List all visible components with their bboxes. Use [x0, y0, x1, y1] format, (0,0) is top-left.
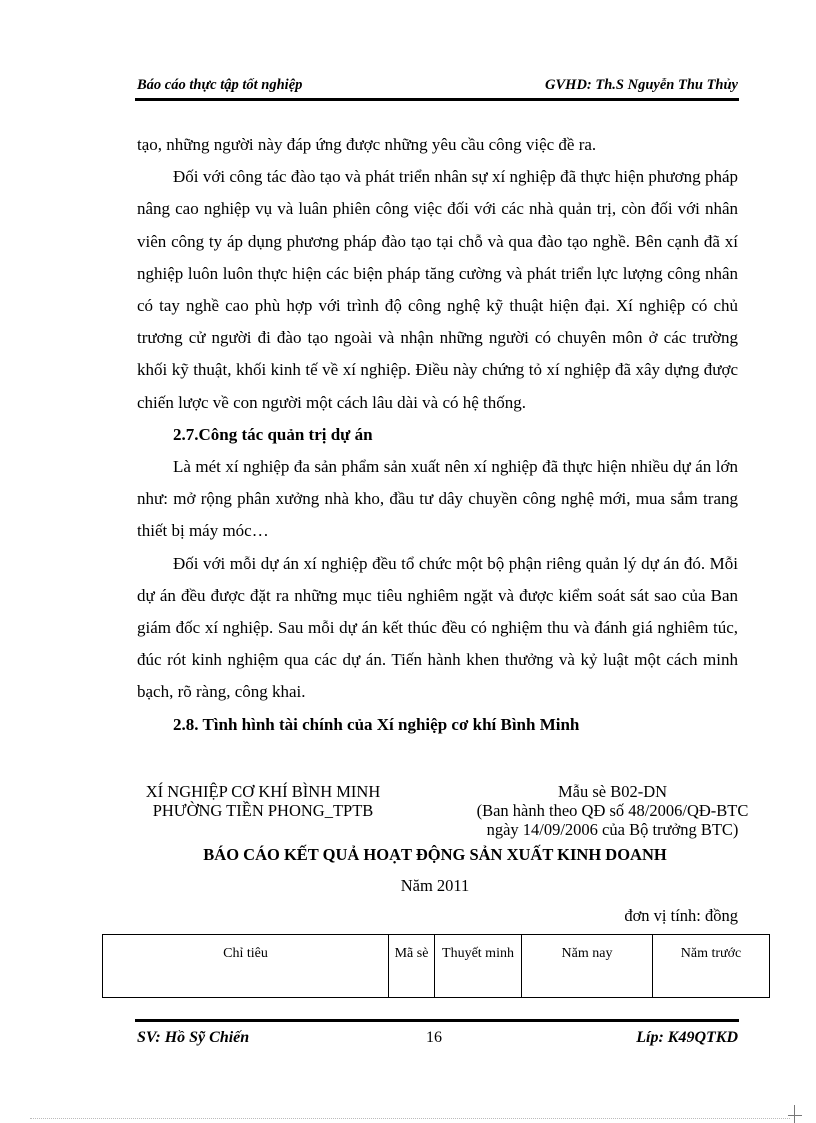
column-header: Mã sè [389, 935, 435, 998]
section-heading-2-7: 2.7.Công tác quản trị dự án [173, 424, 373, 444]
report-title: BÁO CÁO KẾT QUẢ HOẠT ĐỘNG SẢN XUẤT KINH DOANH [203, 845, 667, 864]
column-header: Chỉ tiêu [103, 935, 389, 998]
footer-class: Líp: K49QTKD [636, 1029, 738, 1046]
paragraph-project-management: Đối với mỗi dự án xí nghiệp đều tổ chức một bộ phận riêng quản lý dự án đó. Mỗi dự án đều được đặt ra những mục tiêu nghiêm ngặt và được kiểm soát sát sao của Ban giám đốc xí nghiệp. Sau mỗi dự án kết thúc đều có nghiệm thu và đánh giá nghiêm túc, đúc rót kinh nghiệm qua các dự án. Tiến hành khen thưởng và kỷ luật một cách minh bạch, rõ ràng, công khai. [137, 553, 738, 702]
company-address: PHƯỜNG TIỀN PHONG_TPTB [152, 801, 374, 820]
column-header: Năm trước [653, 935, 770, 998]
header-rule [135, 98, 739, 101]
paragraph-projects: Là mét xí nghiệp đa sản phẩm sản xuất nên xí nghiệp đã thực hiện nhiều dự án lớn như: mở rộng phân xưởng nhà kho, đầu tư dây chuyền công nghệ mới, mua sắm trang thiết bị máy móc… [137, 457, 738, 541]
company-block [128, 782, 398, 820]
crop-mark [788, 1115, 802, 1116]
table-header-row [103, 935, 770, 998]
company-name: XÍ NGHIỆP CƠ KHÍ BÌNH MINH [145, 782, 381, 801]
report-unit: đơn vị tính: đồng [624, 906, 738, 925]
body-text [137, 129, 738, 741]
section-heading-2-8: 2.8. Tình hình tài chính của Xí nghiệp cơ khí Bình Minh [173, 714, 580, 734]
income-statement-table [102, 934, 770, 998]
paragraph-training: Đối với công tác đào tạo và phát triển nhân sự xí nghiệp đã thực hiện phương pháp nâng cao nghiệp vụ và luân phiên công việc đối với các nhà quản trị, còn đối với nhân viên công ty áp dụng phương pháp đào tạo tại chỗ và qua đào tạo nghề. Bên cạnh đã xí nghiệp luôn luôn thực hiện các biện pháp tăng cường và phát triển lực lượng công nhân có tay nghề cao phù hợp với trình độ công nghệ kỹ thuật hiện đại. Xí nghiệp có chủ trương cử người đi đào tạo ngoài và nhận những người có chuyên môn ở các trường khối kỹ thuật, khối kinh tế về xí nghiệp. Điều này chứng tỏ xí nghiệp đã xây dựng được chiến lược về con người một cách lâu dài và có hệ thống. [137, 167, 738, 412]
column-header: Năm nay [522, 935, 653, 998]
page-number: 16 [426, 1029, 442, 1046]
paragraph-continuation: tạo, những người này đáp ứng được những yêu cầu công việc đề ra. [137, 135, 597, 154]
footer-student: SV: Hồ Sỹ Chiến [137, 1029, 250, 1046]
form-block [440, 782, 785, 839]
report-year: Năm 2011 [400, 876, 470, 895]
form-date: ngày 14/09/2006 của Bộ trưởng BTC) [486, 820, 739, 839]
footer-rule [135, 1019, 739, 1022]
header-report-title: Báo cáo thực tập tốt nghiệp [137, 77, 303, 93]
form-decision: (Ban hành theo QĐ số 48/2006/QĐ-BTC [476, 801, 749, 820]
crop-mark [794, 1105, 795, 1123]
page-edge-dotted-line [30, 1118, 790, 1119]
form-code: Mẫu sè B02-DN [557, 782, 668, 801]
header-supervisor: GVHD: Th.S Nguyễn Thu Thủy [545, 77, 738, 93]
column-header: Thuyết minh [435, 935, 522, 998]
